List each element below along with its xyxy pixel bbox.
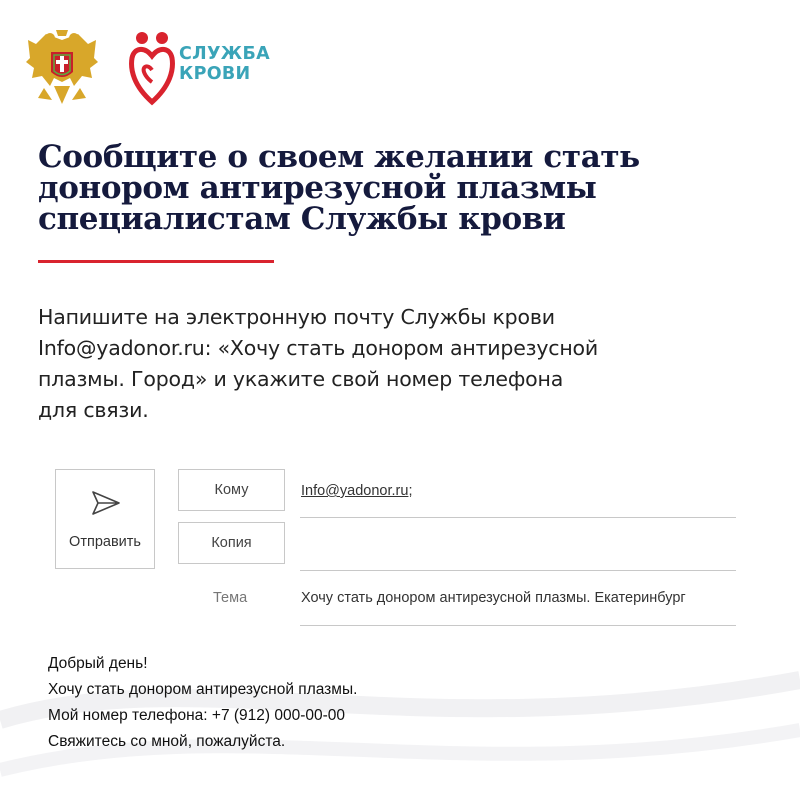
to-separator: ;: [408, 483, 413, 499]
to-button[interactable]: Кому: [178, 469, 285, 511]
accent-divider: [38, 260, 274, 263]
send-button-label: Отправить: [69, 534, 141, 550]
instructions-text: [38, 302, 778, 426]
headline-line-3: специалистам Службы крови: [38, 201, 566, 237]
subject-label: Тема: [213, 590, 248, 606]
body-line-1: Добрый день!: [48, 655, 148, 672]
eagle-emblem-icon: [24, 28, 100, 108]
send-button[interactable]: [55, 469, 155, 569]
body-line-4: Свяжитесь со мной, пожалуйста.: [48, 733, 286, 750]
subject-field-underline: [300, 625, 736, 626]
instructions-line-2: Info@yadonor.ru: «Хочу стать донором антирезусной: [38, 336, 599, 360]
body-line-3: Мой номер телефона: +7 (912) 000-00-00: [48, 707, 346, 724]
headline-line-2: донором антирезусной плазмы: [38, 170, 597, 206]
cc-button[interactable]: Копия: [178, 522, 285, 564]
cc-field[interactable]: [300, 570, 736, 571]
instructions-line-3: плазмы. Город» и укажите свой номер телефона: [38, 367, 564, 391]
body-line-2: Хочу стать донором антирезусной плазмы.: [48, 681, 358, 698]
paper-plane-icon: [91, 490, 121, 516]
message-body[interactable]: [48, 651, 748, 755]
logo-line-1: СЛУЖБА: [179, 44, 270, 64]
instructions-line-4: для связи.: [38, 398, 149, 422]
blood-service-logo-icon: [128, 30, 176, 106]
to-field-underline: [300, 517, 736, 518]
headline-line-1: Сообщите о своем желании стать: [38, 139, 640, 175]
subject-field[interactable]: Хочу стать донором антирезусной плазмы. Екатеринбург: [301, 590, 686, 606]
blood-service-logo-text: [179, 44, 270, 84]
page-headline: [38, 139, 778, 237]
to-address: Info@yadonor.ru: [301, 483, 409, 499]
instructions-line-1: Напишите на электронную почту Службы крови: [38, 305, 555, 329]
to-field[interactable]: [301, 483, 412, 499]
logo-line-2: КРОВИ: [179, 64, 251, 84]
